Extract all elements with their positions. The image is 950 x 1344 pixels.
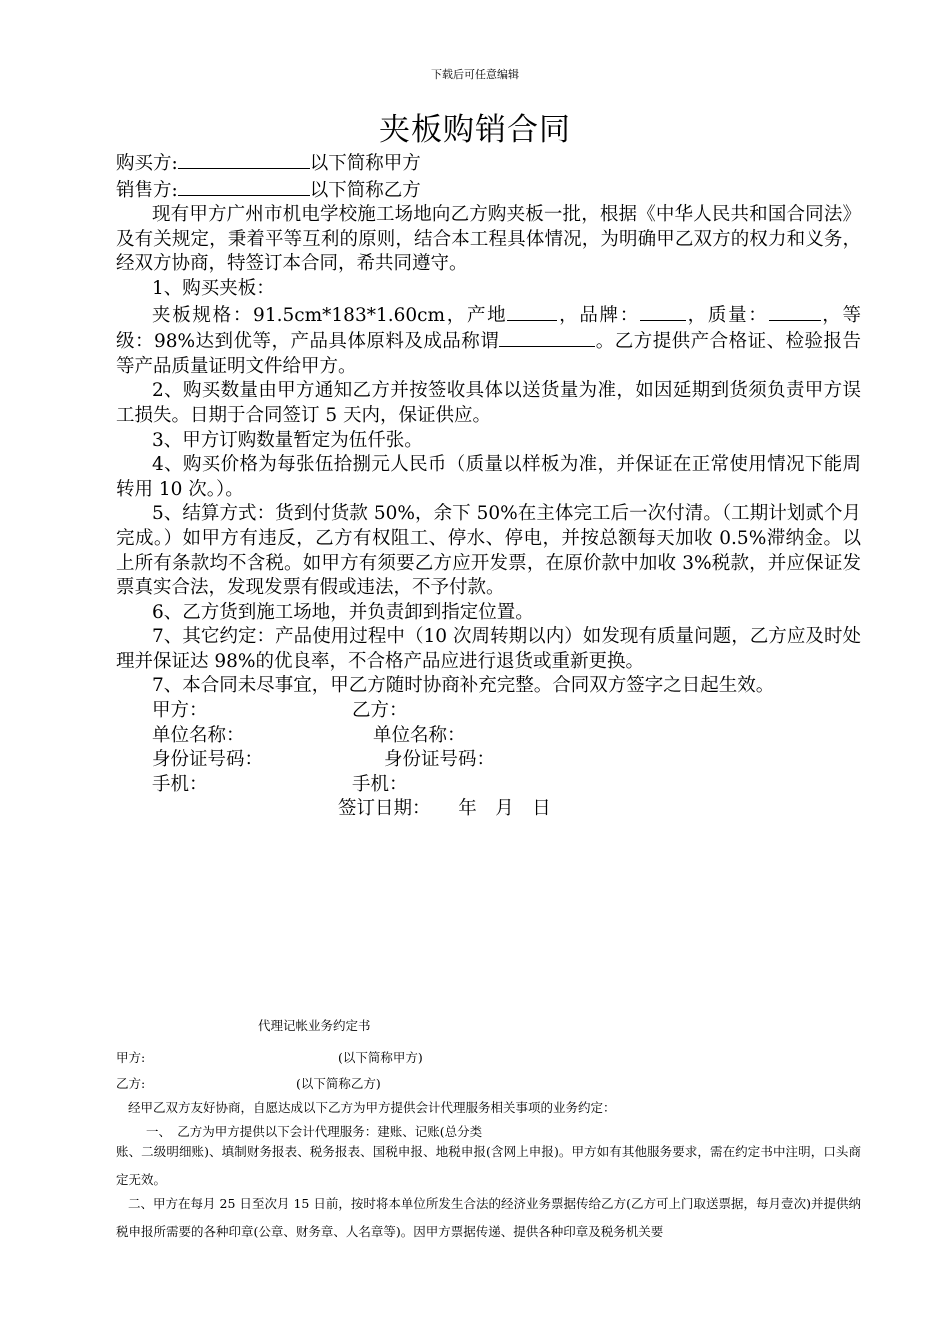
seller-label: 销售方:	[116, 179, 178, 201]
origin-blank[interactable]	[507, 302, 557, 321]
item4-paragraph: 4、购买价格为每张伍拾捌元人民币（质量以样板为准，并保证在正常使用情况下能周转用 10 次。）。	[116, 454, 861, 500]
signature-row-unit	[116, 724, 861, 749]
item6-paragraph: 6、乙方货到施工场地，并负责卸到指定位置。	[152, 601, 534, 623]
buyer-suffix: 以下简称甲方	[309, 153, 421, 174]
brand-blank[interactable]	[640, 302, 686, 321]
signature-row-date	[116, 797, 861, 822]
product-name-blank[interactable]	[499, 328, 595, 347]
contract-body	[116, 150, 861, 822]
agency-party-a-label: 甲方:	[116, 1050, 146, 1065]
item3-paragraph: 3、甲方订购数量暂定为伍仟张。	[152, 429, 423, 451]
agency-party-b-label: 乙方:	[116, 1076, 146, 1091]
item7a-paragraph: 7、其它约定：产品使用过程中（10 次周转期以内）如发现有质量问题，乙方应及时处理并保证达 98%的优良率，不合格产品应进行退货或重新更换。	[116, 626, 861, 672]
item2-paragraph: 2、购买数量由甲方通知乙方并按签收具体以送货量为准，如因延期到货须负责甲方误工损失。日期于合同签订 5 天内，保证供应。	[116, 380, 861, 426]
party-b-label: 乙方：	[352, 700, 408, 722]
unit-b-label: 单位名称：	[373, 724, 466, 746]
agency-clause2: 二、甲方在每月 25 日至次月 15 日前，按时将本单位所发生合法的经济业务票据传给乙方(乙方可上门取送票据，每月壹次)并提供纳税申报所需要的各种印章(公章、财务章、人名章等)。因甲方票据传递、提供各种印章及税务机关要	[116, 1196, 861, 1239]
id-b-label: 身份证号码：	[384, 749, 496, 771]
agency-party-a-suffix: (以下简称甲方)	[338, 1050, 423, 1065]
phone-a-label: 手机：	[152, 773, 208, 795]
signature-row-id	[116, 748, 861, 773]
quality-blank[interactable]	[769, 302, 821, 321]
agency-clause1-line1: 一、 乙方为甲方提供以下会计代理服务：建账、记账(总分类	[146, 1124, 483, 1139]
buyer-label: 购买方:	[116, 153, 178, 174]
signature-row-party	[116, 699, 861, 724]
unit-a-label: 单位名称：	[152, 724, 245, 746]
header-note: 下载后可任意编辑	[431, 68, 519, 81]
party-a-label: 甲方：	[152, 700, 208, 722]
agency-clause1-rest: 账、二级明细账)、填制财务报表、税务报表、国税申报、地税申报(含网上申报)。甲方如有其他服务要求，需在约定书中注明，口头商定无效。	[116, 1144, 861, 1187]
seller-line	[116, 177, 861, 204]
sign-date-label: 签订日期： 年 月 日	[338, 798, 551, 820]
id-a-label: 身份证号码：	[152, 749, 264, 771]
buyer-line	[116, 150, 861, 177]
intro-paragraph: 现有甲方广州市机电学校施工场地向乙方购夹板一批，根据《中华人民共和国合同法》及有关规定，秉着平等互利的原则，结合本工程具体情况，为明确甲乙双方的权力和义务，经双方协商，特签订本合同，希共同遵守。	[116, 204, 861, 275]
buyer-blank[interactable]	[178, 150, 310, 169]
item1-heading: 1、购买夹板：	[152, 277, 275, 299]
agency-party-b-suffix: (以下简称乙方)	[296, 1076, 381, 1091]
agency-title: 代理记帐业务约定书	[258, 1018, 371, 1033]
phone-b-label: 手机：	[352, 773, 408, 795]
signature-row-phone	[116, 773, 861, 798]
agency-intro: 经甲乙双方友好协商，自愿达成以下乙方为甲方提供会计代理服务相关事项的业务约定：	[128, 1100, 616, 1115]
seller-suffix: 以下简称乙方	[309, 179, 421, 201]
seller-blank[interactable]	[178, 177, 310, 196]
item5-paragraph: 5、结算方式：货到付货款 50%，余下 50%在主体完工后一次付清。（工期计划贰个月完成。）如甲方有违反，乙方有权阻工、停水、停电，并按总额每天加收 0.5%滞纳金。以上所有条款均不含税。如甲方有须要乙方应开发票，在原价款中加收 3%税款，并应保证发票真实合法，发现发票有假或违法，不予付款。	[116, 503, 861, 599]
contract-title: 夹板购销合同	[379, 112, 571, 148]
spec-paragraph: 夹板规格：91.5cm*183*1.60cm，产地 ，品牌： ，质量： ，等级：98%达到优等，产品具体原料及成品称谓 。乙方提供产合格证、检验报告等产品质量证明文件给甲方。	[116, 302, 861, 380]
item7b-paragraph: 7、本合同未尽事宜，甲乙方随时协商补充完整。合同双方签字之日起生效。	[152, 675, 775, 697]
